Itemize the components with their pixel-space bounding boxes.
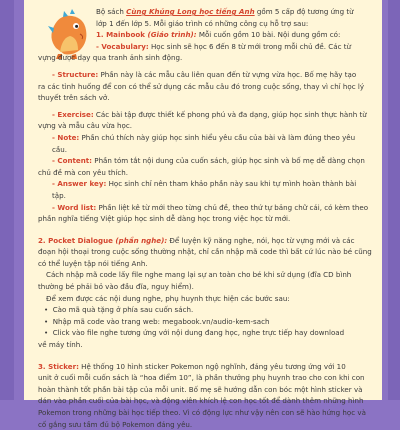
bullet-item-3-line-2: về máy tính. (38, 340, 83, 350)
right-border-stripe (388, 0, 400, 400)
note-line-1: - Note: Phần chú thích này giúp học sinh hiểu yêu cầu của bài và làm đúng theo yêu cầu. (52, 132, 356, 154)
structure-line-1: - Structure: Phần này là các mẫu câu liên quan đến từ vựng vừa học. Bố mẹ hãy tạo (52, 69, 357, 79)
intro-line-2: lớp 1 đến lớp 5. Mỗi giáo trình có những công cụ hỗ trợ sau: (96, 18, 309, 28)
bullet-item-1: • Cào mã quà tặng ở phía sau cuốn sách. (44, 305, 194, 315)
section-3-line-2: unit ở cuối mỗi cuốn sách là “hoa điểm 10”, là phần thưởng phụ huynh trao cho con khi con (38, 373, 365, 383)
section-2-para2-line-2: thường bé phải bỏ vào đầu đĩa, nguy hiểm). (38, 282, 194, 292)
answer-key-line-1: - Answer key: Học sinh chỉ nên tham khảo phần này sau khi tự mình hoàn thành bài tập. (52, 179, 357, 200)
content-line-1: - Content: Phần tóm tắt nội dung của cuốn sách, giúp học sinh và bố mẹ dễ dàng chọn (52, 156, 365, 166)
bullet-dot-icon: • (44, 316, 53, 326)
section-3-line-5: Pokemon trong những bài học tiếp theo. Vì có động lực như vậy nên con sẽ hào hứng học và (38, 408, 366, 417)
structure-line-3: thuyết trên sách vở. (38, 93, 110, 103)
section-1-heading: 1. Mainbook (Giáo trình): Mỗi cuốn gồm 10 bài. Nội dung gồm có: (96, 30, 341, 40)
bullet-dot-icon: • (44, 328, 53, 338)
word-list-line-1: - Word list: Phần liệt kê từ mới theo từng chủ đề, theo thứ tự bảng chữ cái, có kèm theo (52, 202, 369, 212)
vocabulary-line-1: - Vocabulary: Học sinh sẽ học 6 đến 8 từ mới trong mỗi chủ đề. Các từ (96, 41, 352, 51)
section-2-line-1: 2. Pocket Dialogue (phần nghe): Để luyện kỹ năng nghe, nói, học từ vựng mới và các (38, 235, 355, 245)
page-card (24, 0, 382, 429)
section-2-line-2: đoạn hội thoại trong cuộc sống thường nhật, chỉ cần nhập mã code thì bất cứ lúc nào bé cũng (38, 247, 372, 257)
exercise-line-2: vựng và mẫu câu vừa học. (38, 121, 133, 131)
content-line-2: chủ đề mà con yêu thích. (38, 167, 128, 177)
document-body (38, 6, 372, 430)
vocabulary-line-2: vựng được dạy qua tranh ảnh sinh động. (38, 53, 183, 63)
section-3-line-4: dán vào phần cuối của bài học, và động viên khích lệ con học tốt để dành thêm những hình (38, 396, 364, 406)
section-2-line-3: có thể luyện tập nói tiếng Anh. (38, 258, 148, 268)
book-series-title: Cùng Khủng Long học tiếng Anh (126, 7, 255, 16)
exercise-line-1: - Exercise: Các bài tập được thiết kế phong phú và đa dạng, giúp học sinh thực hành từ (52, 109, 367, 119)
intro-line-1: Bộ sách Cùng Khủng Long học tiếng Anh gồm 5 cấp độ tương ứng từ (96, 7, 354, 16)
left-border-stripe (0, 0, 14, 400)
section-3-line-1: 3. Sticker: Hệ thống 10 hình sticker Pokemon ngộ nghĩnh, đáng yêu tương ứng với 10 (38, 361, 346, 371)
word-list-line-2: phần nghĩa tiếng Việt giúp học sinh dễ dàng học trong việc học từ mới. (38, 214, 291, 224)
section-3-line-3: hoàn thành tốt phần bài tập của mỗi unit. Bố mẹ sẽ hướng dẫn con bóc một hình sticker và (38, 384, 363, 394)
bullet-item-2: • Nhập mã code vào trang web: megabook.vn/audio-kem-sach (44, 316, 270, 326)
structure-line-2: ra các tình huống để con có thể sử dụng các mẫu câu đó trong cuộc sống, thay vì chỉ học lý (38, 81, 365, 91)
section-2-para3: Để xem được các nội dung nghe, phụ huynh thực hiện các bước sau: (46, 293, 290, 303)
section-2-para2-line-1: Cách nhập mã code lấy file nghe mang lại sự an toàn cho bé khi sử dụng (đĩa CD bình (46, 270, 352, 280)
section-3-line-6: cố gắng sưu tầm đủ bộ Pokemon đáng yêu. (38, 419, 193, 429)
bullet-dot-icon: • (44, 305, 53, 315)
bullet-item-3: • Click vào file nghe tương ứng với nội dung đang học, nghe trực tiếp hay download (44, 328, 345, 338)
